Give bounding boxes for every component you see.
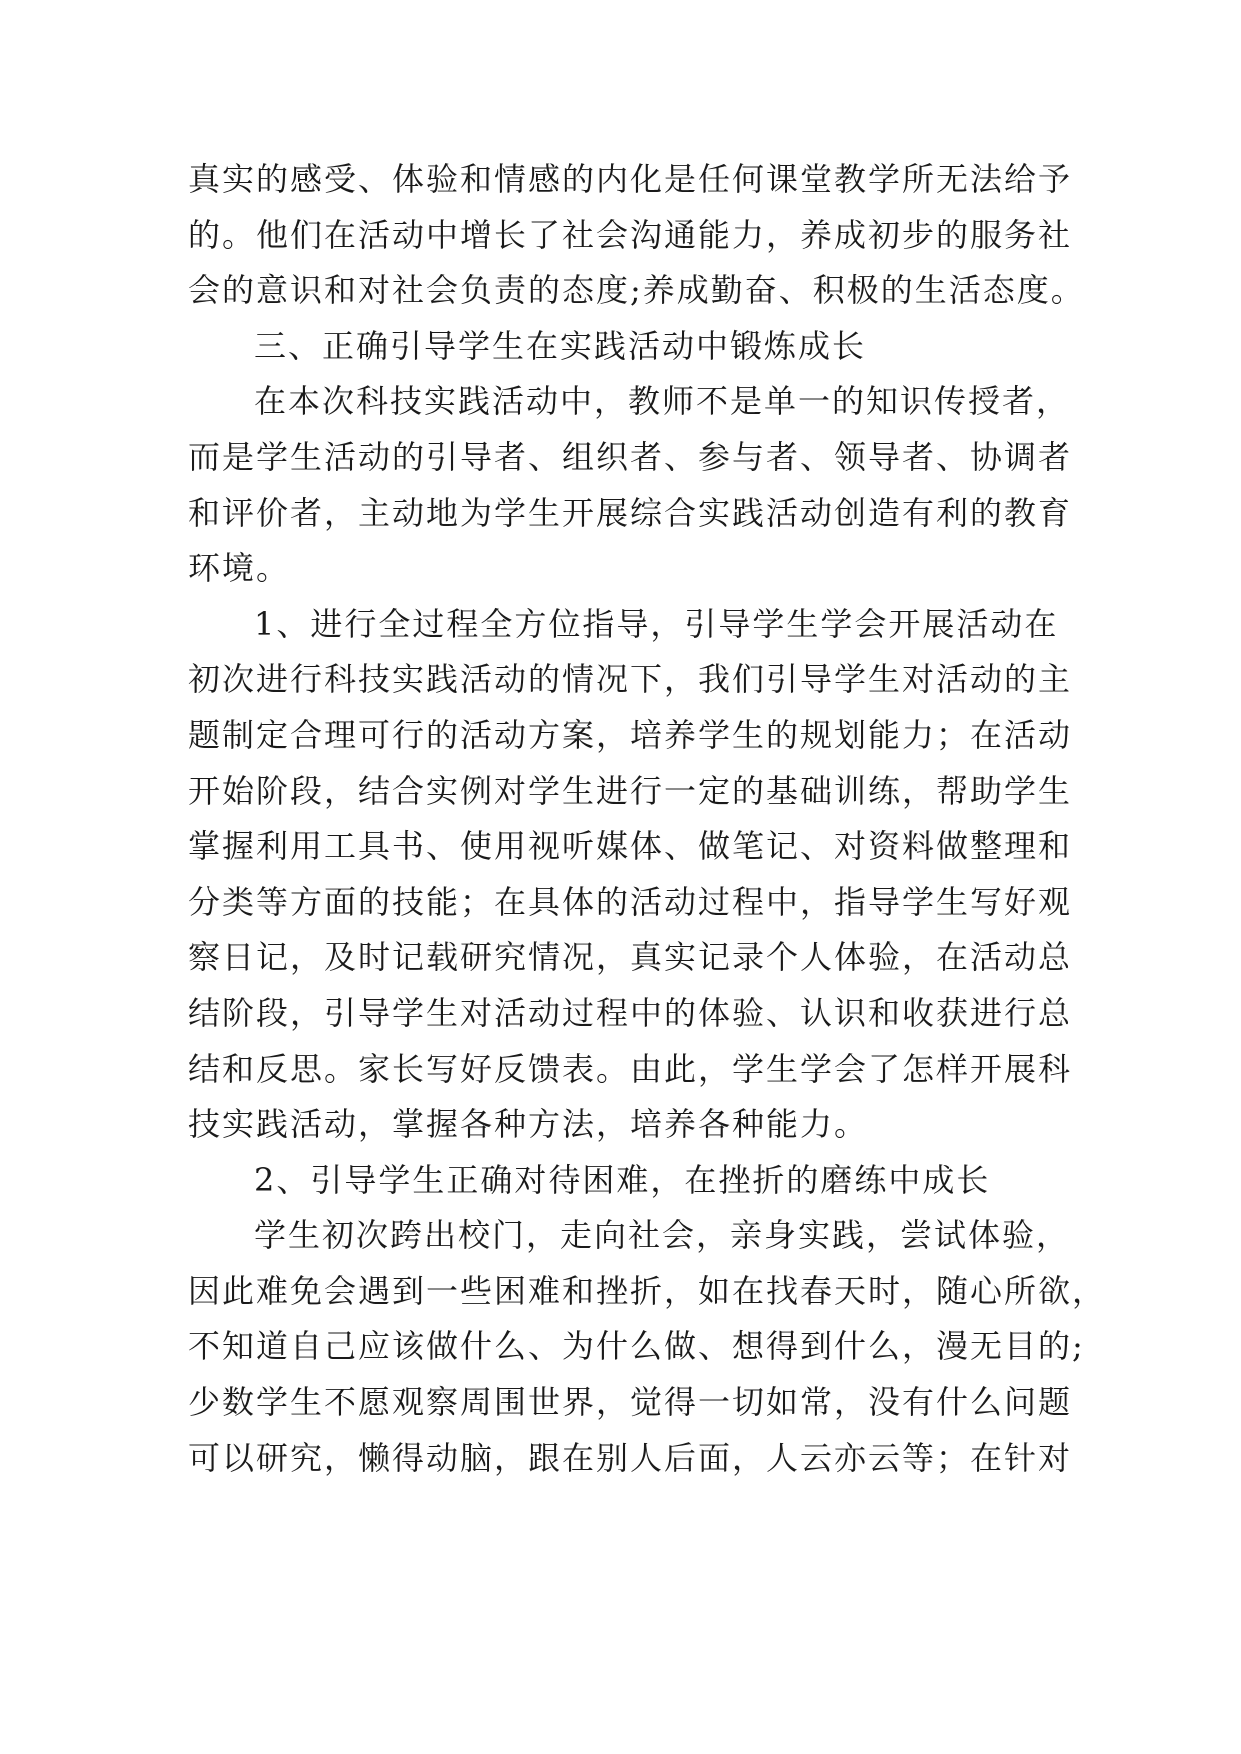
text-line: 结和反思。家长写好反馈表。由此，学生学会了怎样开展科: [188, 1049, 1073, 1088]
text-line: 掌握利用工具书、使用视听媒体、做笔记、对资料做整理和: [188, 827, 1073, 866]
subsection-heading: 2、引导学生正确对待困难，在挫折的磨练中成长: [254, 1160, 991, 1199]
text-line: 分类等方面的技能；在具体的活动过程中，指导学生写好观: [188, 882, 1073, 921]
text-line: 不知道自己应该做什么、为什么做、想得到什么，漫无目的;: [188, 1327, 1085, 1366]
subsection-heading: 1、进行全过程全方位指导，引导学生学会开展活动在: [254, 604, 1059, 643]
text-line: 真实的感受、体验和情感的内化是任何课堂教学所无法给予: [188, 160, 1073, 198]
text-line: 少数学生不愿观察周围世界，觉得一切如常，没有什么问题: [188, 1383, 1073, 1422]
text-line: 开始阶段，结合实例对学生进行一定的基础训练，帮助学生: [188, 771, 1073, 810]
text-line: 和评价者，主动地为学生开展综合实践活动创造有利的教育: [188, 493, 1073, 532]
body-text: [188, 152, 1107, 1486]
text-line: 题制定合理可行的活动方案，培养学生的规划能力；在活动: [188, 715, 1073, 754]
text-line: 而是学生活动的引导者、组织者、参与者、领导者、协调者: [188, 437, 1073, 476]
text-line: 的。他们在活动中增长了社会沟通能力，养成初步的服务社: [188, 215, 1073, 254]
text-line: 学生初次跨出校门，走向社会，亲身实践，尝试体验，: [254, 1216, 1071, 1255]
text-line: 可以研究，懒得动脑，跟在别人后面，人云亦云等；在针对: [188, 1438, 1073, 1477]
text-line: 技实践活动，掌握各种方法，培养各种能力。: [188, 1105, 869, 1144]
text-line: 察日记，及时记载研究情况，真实记录个人体验，在活动总: [188, 938, 1073, 977]
text-line: 结阶段，引导学生对活动过程中的体验、认识和收获进行总: [188, 993, 1073, 1032]
section-heading: 三、正确引导学生在实践活动中锻炼成长: [254, 326, 867, 365]
text-line: 环境。: [188, 549, 291, 588]
text-line: 初次进行科技实践活动的情况下，我们引导学生对活动的主: [188, 660, 1073, 699]
text-line: 因此难免会遇到一些困难和挫折，如在找春天时，随心所欲，: [188, 1271, 1107, 1310]
text-line: 在本次科技实践活动中，教师不是单一的知识传授者，: [254, 382, 1071, 421]
text-line: 会的意识和对社会负责的态度;养成勤奋、积极的生活态度。: [188, 271, 1085, 310]
